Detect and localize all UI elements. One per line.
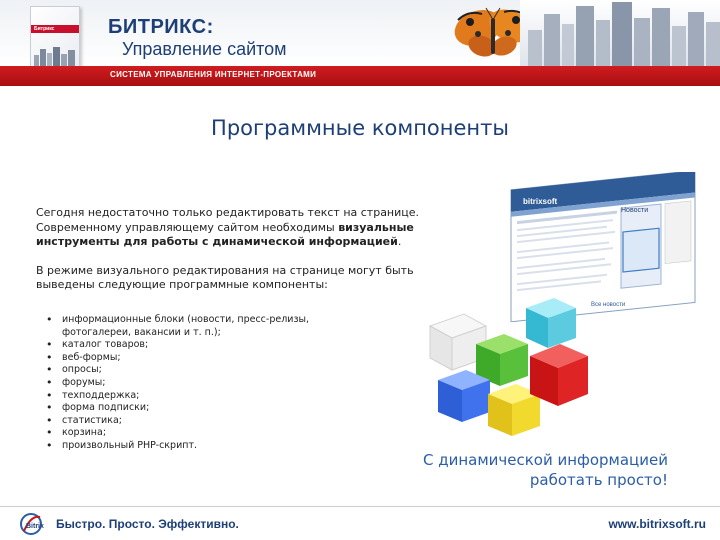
footer-url-link[interactable]: www.bitrixsoft.ru <box>608 517 706 531</box>
header <box>0 0 720 90</box>
screenshot-caption-text: Все новости <box>591 302 626 308</box>
product-box-image <box>30 6 80 72</box>
intro-plain-text: Сегодня недостаточно только редактировать текст на странице. Современному управляющему сайтом необходимы <box>36 206 420 234</box>
component-cubes-image <box>424 298 594 446</box>
city-skyline-icon <box>520 0 720 66</box>
footer-logo-text: Bitrix <box>26 523 44 530</box>
intro-end-text: . <box>397 235 402 248</box>
brand-subtitle: Управление сайтом <box>122 39 287 59</box>
list-item: • форумы; <box>46 377 336 390</box>
slogan <box>423 450 668 490</box>
red-cube-icon <box>530 344 588 406</box>
list-item: • каталог товаров; <box>46 339 336 352</box>
list-item: • техподдержка; <box>46 390 336 403</box>
footer-slogan: Быстро. Просто. Эффективно. <box>56 517 239 531</box>
body-text <box>36 206 456 307</box>
footer <box>0 506 720 540</box>
header-band-text: СИСТЕМА УПРАВЛЕНИЯ ИНТЕРНЕТ-ПРОЕКТАМИ <box>110 70 317 79</box>
cyan-cube-icon <box>526 298 576 348</box>
components-list <box>46 314 336 453</box>
list-item: • статистика; <box>46 415 336 428</box>
footer-divider <box>0 506 720 507</box>
list-item: • произвольный PHP-скрипт. <box>46 440 336 453</box>
list-item: • корзина; <box>46 427 336 440</box>
blue-cube-icon <box>438 370 490 422</box>
slogan-line-2: работать просто! <box>529 471 668 489</box>
list-item: • опросы; <box>46 364 336 377</box>
brand-block <box>108 16 287 60</box>
brand-title: БИТРИКС: <box>108 16 214 38</box>
product-box-label: Битрикс <box>34 26 55 32</box>
product-box-city-icon <box>33 45 77 67</box>
intro-bold-text: визуальные инструменты для работы с динамической информацией <box>36 220 414 248</box>
screenshot-logo-text: bitrixsoft <box>523 197 558 206</box>
intro-paragraph <box>36 206 456 250</box>
header-red-band <box>0 66 720 86</box>
bitrix-logo-icon <box>18 511 48 537</box>
list-item: • форма подписки; <box>46 402 336 415</box>
list-item: • веб-формы; <box>46 352 336 365</box>
slogan-line-1: С динамической информацией <box>422 451 668 469</box>
list-item: • информационные блоки (новости, пресс-релизы, фотогалереи, вакансии и т. п.); <box>46 314 336 339</box>
screenshot-heading-text: Новости <box>621 207 649 214</box>
components-intro-paragraph: В режиме визуального редактирования на странице могут быть выведены следующие программные компоненты: <box>36 263 414 291</box>
slide-title: Программные компоненты <box>211 116 509 140</box>
